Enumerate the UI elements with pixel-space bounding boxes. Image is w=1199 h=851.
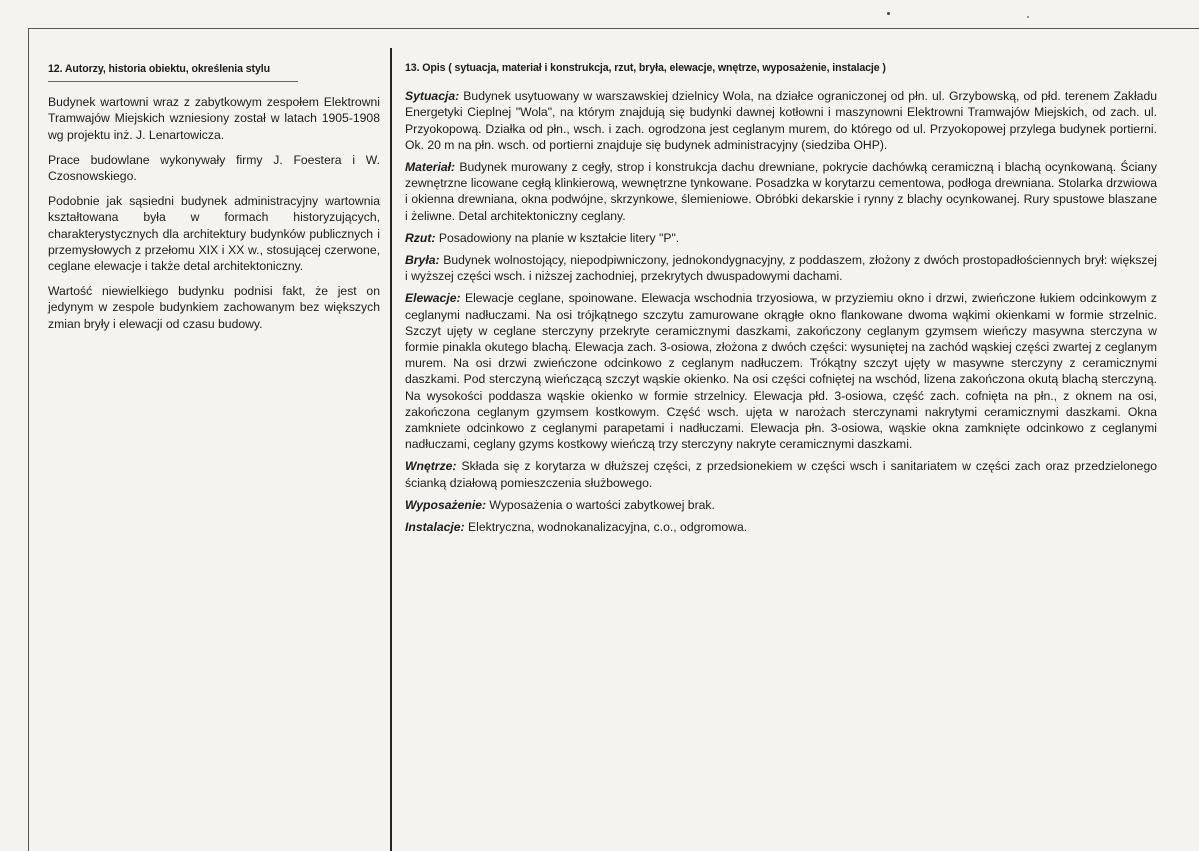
section-text: Wyposażenia o wartości zabytkowej brak. (486, 497, 715, 512)
section-installations (405, 519, 1157, 535)
description-heading: 13. Opis ( sytuacja, materiał i konstrukcja, rzut, bryła, elewacje, wnętrze, wyposażenie, instalacje ) (405, 62, 886, 74)
history-paragraph: Podobnie jak sąsiedni budynek administracyjny wartownia kształtowana była w formach historyzujących, charakterystycznych dla architektury budynków publicznych i przemysłowych z przełomu XIX i XX w., stosującej czerwone, ceglane elewacje i także detal architektoniczny. (48, 194, 380, 274)
section-interior (405, 458, 1157, 490)
section-text: Budynek murowany z cegły, strop i konstrukcja dachu drewniane, pokrycie dachówką ceramiczną i blachą ocynkowaną. Ściany zewnętrzne licowane cegłą klinkierową, wewnętrzne tynkowane. Posadzka w korytarzu cementowa, podłoga drewniana. Stolarka drzwiowa i okienna drewniana, okna podwójne, skrzynkowe, ślemieniowe. Obróbki dekarskie i rynny z blachy ocynkowanej. Rury spustowe blaszane i żeliwne. Detal architektoniczny ceglany. (405, 160, 1157, 223)
section-situation (405, 88, 1157, 153)
section-text: Elewacje ceglane, spoinowane. Elewacja wschodnia trzyosiowa, w przyziemiu okno i drzwi, zwieńczone łukiem odcinkowym z ceglanymi nadłuczami. Na osi trójkątnego szczytu zamurowane okrągłe okno flankowane dwoma wąkimi okienkami w formie strzelnic. Szczyt ujęty w ceglane sterczyny przekryte ceramicznymi daszkami, zakończony ceglanym gzymsem wieńczy masywna sterczyna w formie pinakla okutego blachą. Elewacja zach. 3-osiowa, złożona z dwóch części: wysuniętej na zachód wąskiej części zwartej z ceglanym murem. Na osi drzwi zwieńczone odcinkowo z ceglanym nadłuczem. Trókątny szczyt ujęty w masywne sterczyny z ceramicznymi daszkami. Pod sterczyną wieńczącą szczyt wąskie okienko. Na osi części cofniętej na wschód, lizena zakończona okutą blachą sterczyną. Na wysokości poddasza wąskie okienko w formie strzelnicy. Elewacja płd. 3-osiowa, część zach. cofnięta na płn., z oknem na osi, zakończona ceglanym gzymsem kostkowym. Część wsch. ujęta w narożach sterczynami nakrytymi ceramicznymi daszkami. Okna zamkniete odcinkowo z ceglanymi parapetami i nadłuczami. Elewacja płn. 3-osiowa, wąskie okna zamknięte odcinkowo z ceglanymi nadłuczami, ceglany gzyms kostkowy wieńczą trzy sterczyny nakryte ceramicznymi daszkami. (405, 291, 1157, 452)
section-label: Elewacje: (405, 291, 461, 306)
section-text: Budynek usytuowany w warszawskiej dzielnicy Wola, na działce ograniczonej od płn. ul. Grzybowską, od płd. terenem Zakładu Energetyki Cieplnej "Wola", na którym znajdują się budynki dawnej kotłowni i maszynowni Elektrowni Tramwajów Miejskich, od zach. ul. Przyokopową. Działka od płn., wsch. i zach. ogrodzona jest ceglanym murem, do którego od ul. Przyokopowej przylega budynek portierni. Ok. 20 m na płn. wsch. od portierni znajduje się budynek administracyjny (siedziba OHP). (405, 89, 1157, 152)
section-text: Składa się z korytarza w dłuższej części, z przedsionekiem w części wsch i sanitariatem w części zach oraz przedzielonego ścianką działową pomieszczenia służbowego. (405, 459, 1157, 490)
section-text: Elektryczna, wodnokanalizacyjna, c.o., odgromowa. (464, 520, 748, 535)
section-plan (405, 230, 1157, 246)
history-paragraph: Prace budowlane wykonywały firmy J. Foestera i W. Czosnowskiego. (48, 152, 380, 184)
section-text: Budynek wolnostojący, niepodpiwniczony, jednokondygnacyjny, z poddaszem, złożony z dwóch prostopadłościennych brył: większej i wyższej części wsch. i niższej zachodniej, przekrytych dwuspadowymi dachami. (405, 253, 1157, 284)
section-text: Posadowiony na planie w kształcie litery "P". (435, 230, 680, 245)
history-heading: 12. Autorzy, historia obiektu, określenia stylu (48, 61, 298, 82)
history-column (48, 60, 380, 341)
section-label: Wyposażenie: (405, 497, 487, 512)
section-material (405, 159, 1157, 224)
section-equipment (405, 497, 1157, 513)
history-paragraph: Budynek wartowni wraz z zabytkowym zespołem Elektrowni Tramwajów Miejskich wzniesiony został w latach 1905-1908 wg projektu inż. J. Lenartowicza. (48, 95, 380, 142)
section-label: Wnętrze: (405, 459, 457, 474)
history-paragraph: Wartość niewielkiego budynku podnisi fakt, że jest on jedynym w zespole budynkiem zachowanym bez większych zmian bryły i elewacji od czasu budowy. (48, 284, 380, 331)
section-label: Materiał: (405, 160, 456, 175)
column-divider (390, 48, 392, 851)
section-label: Instalacje: (405, 520, 465, 535)
section-label: Sytuacja: (405, 89, 460, 104)
scan-speck (1027, 16, 1029, 18)
section-massing (405, 252, 1157, 284)
section-elevations (405, 290, 1157, 452)
section-label: Bryła: (405, 253, 440, 268)
description-column (405, 60, 1157, 541)
section-label: Rzut: (405, 230, 436, 245)
scan-speck (887, 12, 890, 15)
